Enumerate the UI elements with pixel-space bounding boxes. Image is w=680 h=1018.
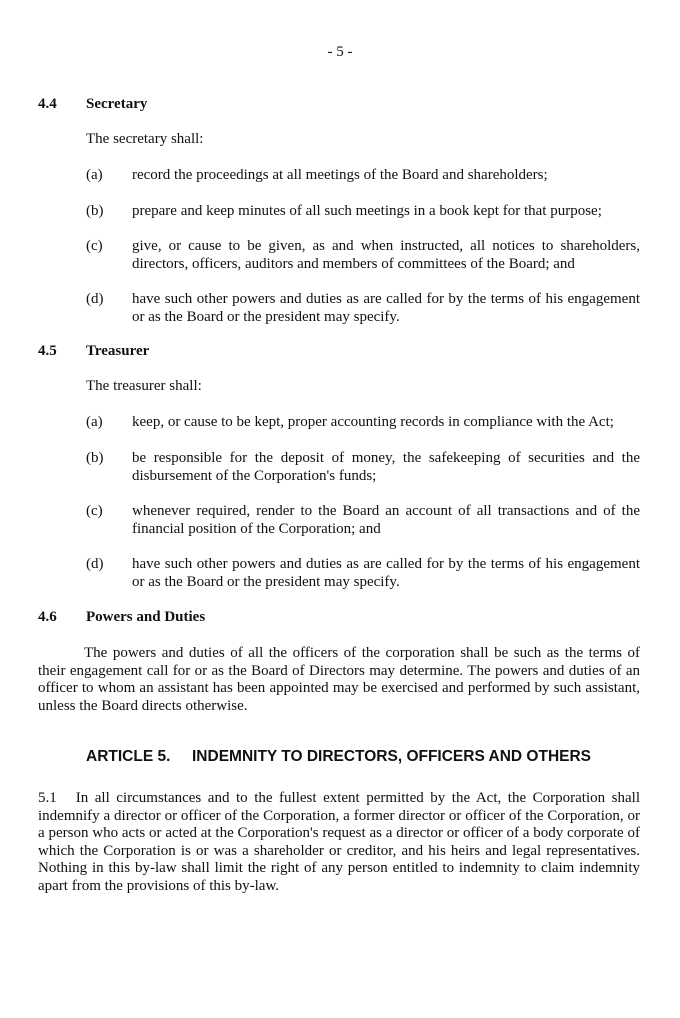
article-title: INDEMNITY TO DIRECTORS, OFFICERS AND OTHERS — [192, 748, 592, 765]
item-label: (c) — [86, 238, 103, 254]
article-label: ARTICLE 5. — [86, 748, 171, 765]
item-text: whenever required, render to the Board an account of all transactions and of the financial position of the Corporation; and — [132, 503, 640, 537]
section-title: Treasurer — [86, 343, 150, 359]
section-title: Secretary — [86, 96, 148, 112]
clause-text: In all circumstances and to the fullest extent permitted by the Act, the Corporation shall indemnify a director or officer of the Corporation, a former director or officer of the Corporation, or a person who acts or acted at the Corporation's request as a director or officer of a body corporate of which the Corporation is or was a shareholder or creditor, and his heirs and legal representatives. Nothing in this by-law shall limit the right of any person entitled to indemnity to claim indemnity apart from the provisions of this by-law. — [38, 790, 640, 894]
page-number: - 5 - — [327, 44, 353, 60]
item-label: (c) — [86, 503, 103, 519]
section-number: 4.4 — [38, 96, 57, 112]
item-label: (a) — [86, 167, 103, 183]
item-label: (d) — [86, 556, 104, 572]
item-text: prepare and keep minutes of all such meetings in a book kept for that purpose; — [132, 203, 602, 219]
item-text: have such other powers and duties as are called for by the terms of his engagement or as the Board or the president may specify. — [132, 556, 640, 590]
clause-number: 5.1 — [38, 790, 57, 806]
item-text: record the proceedings at all meetings of the Board and shareholders; — [132, 167, 548, 183]
item-label: (a) — [86, 414, 103, 430]
clause-paragraph — [38, 790, 640, 895]
item-text: be responsible for the deposit of money, the safekeeping of securities and the disbursement of the Corporation's funds; — [132, 450, 640, 484]
item-text: give, or cause to be given, as and when instructed, all notices to shareholders, directors, officers, auditors and members of committees of the Board; and — [132, 238, 640, 272]
item-label: (d) — [86, 291, 104, 307]
section-number: 4.6 — [38, 609, 57, 625]
section-paragraph: The powers and duties of all the officers of the corporation shall be such as the terms of their engagement call for or as the Board of Directors may determine. The powers and duties of an officer to whom an assistant has been appointed may be exercised and performed by such assistant, unless the Board directs otherwise. — [38, 645, 640, 714]
section-number: 4.5 — [38, 343, 57, 359]
item-text: have such other powers and duties as are called for by the terms of his engagement or as the Board or the president may specify. — [132, 291, 640, 325]
item-label: (b) — [86, 450, 104, 466]
article-heading — [86, 748, 606, 766]
item-label: (b) — [86, 203, 104, 219]
section-intro: The treasurer shall: — [86, 378, 202, 394]
section-intro: The secretary shall: — [86, 131, 204, 147]
item-text: keep, or cause to be kept, proper accounting records in compliance with the Act; — [132, 414, 614, 430]
section-title: Powers and Duties — [86, 609, 206, 625]
